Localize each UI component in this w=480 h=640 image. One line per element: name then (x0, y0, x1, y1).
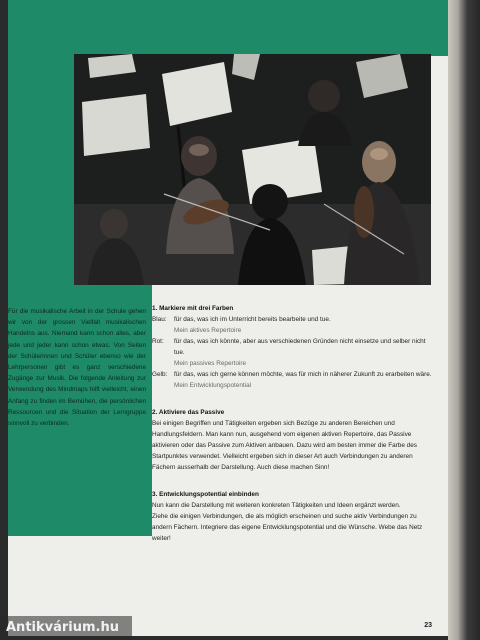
color-yellow-label: Gelb: (152, 371, 168, 378)
color-yellow-text: für das, was ich gerne können möchte, was für mich in näherer Zukunft zu erarbeiten wäre. (174, 371, 432, 378)
section-2 (152, 407, 432, 473)
active-repertoire-label: Mein aktives Repertoire (174, 327, 242, 334)
orchestra-photo (74, 54, 431, 285)
section-1 (152, 303, 432, 391)
instructions (152, 303, 432, 544)
section-3 (152, 489, 432, 544)
section-1-title: 1. Markiere mit drei Farben (152, 305, 234, 312)
section-2-title: 2. Aktiviere das Passive (152, 409, 225, 416)
development-potential-label: Mein Entwicklungspotential (174, 382, 252, 389)
green-header-band (8, 0, 448, 56)
color-blue-row (152, 314, 432, 325)
book-page (8, 0, 448, 636)
color-red-text: für das, was ich könnte, aber aus verschiedenen Gründen nicht einsetze und selber nicht tue. (174, 338, 426, 356)
passive-repertoire-label: Mein passives Repertoire (174, 360, 247, 367)
watermark: Antikvárium.hu (0, 616, 132, 640)
color-blue-text: für das, was ich im Unterricht bereits bearbeite und tue. (174, 316, 331, 323)
color-red-row (152, 336, 432, 358)
intro-paragraph: Für die musikalische Arbeit in der Schule gehen wir von der grossen Vielfalt musikalischen Handelns aus. Niemand kann schon alles, aber jede und jeder kann schon etwas. Von Seiten der Schülerinnen und Schüler ebenso wie der Lehrpersonen gibt es ganz verschiedene Zugänge zur Musik. Die folgende Anleitung zur Verwendung des Mindmaps hilft vielleicht, einen Anfang zu finden im Bemühen, die persönlichen Ressourcen und die Situation der Lerngruppe sinnvoll zu verbinden. (8, 308, 146, 428)
color-blue-label: Blau: (152, 316, 167, 323)
color-yellow-row (152, 369, 432, 380)
section-3-title: 3. Entwicklungspotential einbinden (152, 491, 259, 498)
section-3-text: Nun kann die Darstellung mit weiteren konkreten Tätigkeiten und Ideen ergänzt werden. (152, 502, 401, 509)
color-red-label: Rot: (152, 338, 164, 345)
page-edge-shadow (448, 0, 480, 640)
section-3-text-2: Ziehe die einigen Verbindungen, die als möglich erscheinen und suche aktiv Verbindungen zu andern Fächern. Integriere das eigene Entwicklungspotential und die Wünsche. Webe das Netz weiter! (152, 513, 423, 542)
orchestra-photo-illustration (74, 54, 431, 285)
section-2-text: Bei einigen Begriffen und Tätigkeiten ergeben sich Bezüge zu anderen Bereichen und Handlungsfeldern. Man kann nun, ausgehend vom eigenen aktiven Repertoire, das Passive aktivieren oder das Passive zum Aktiven anbauen. Dazu wird am besten immer die Farbe des Startpunktes verwendet. Vielleicht ergeben sich in dieser Art auch Verbindungen zu anderen Fächern ausserhalb der Darstellung. Auch diese machen Sinn! (152, 420, 417, 471)
page-number: 23 (424, 622, 432, 629)
